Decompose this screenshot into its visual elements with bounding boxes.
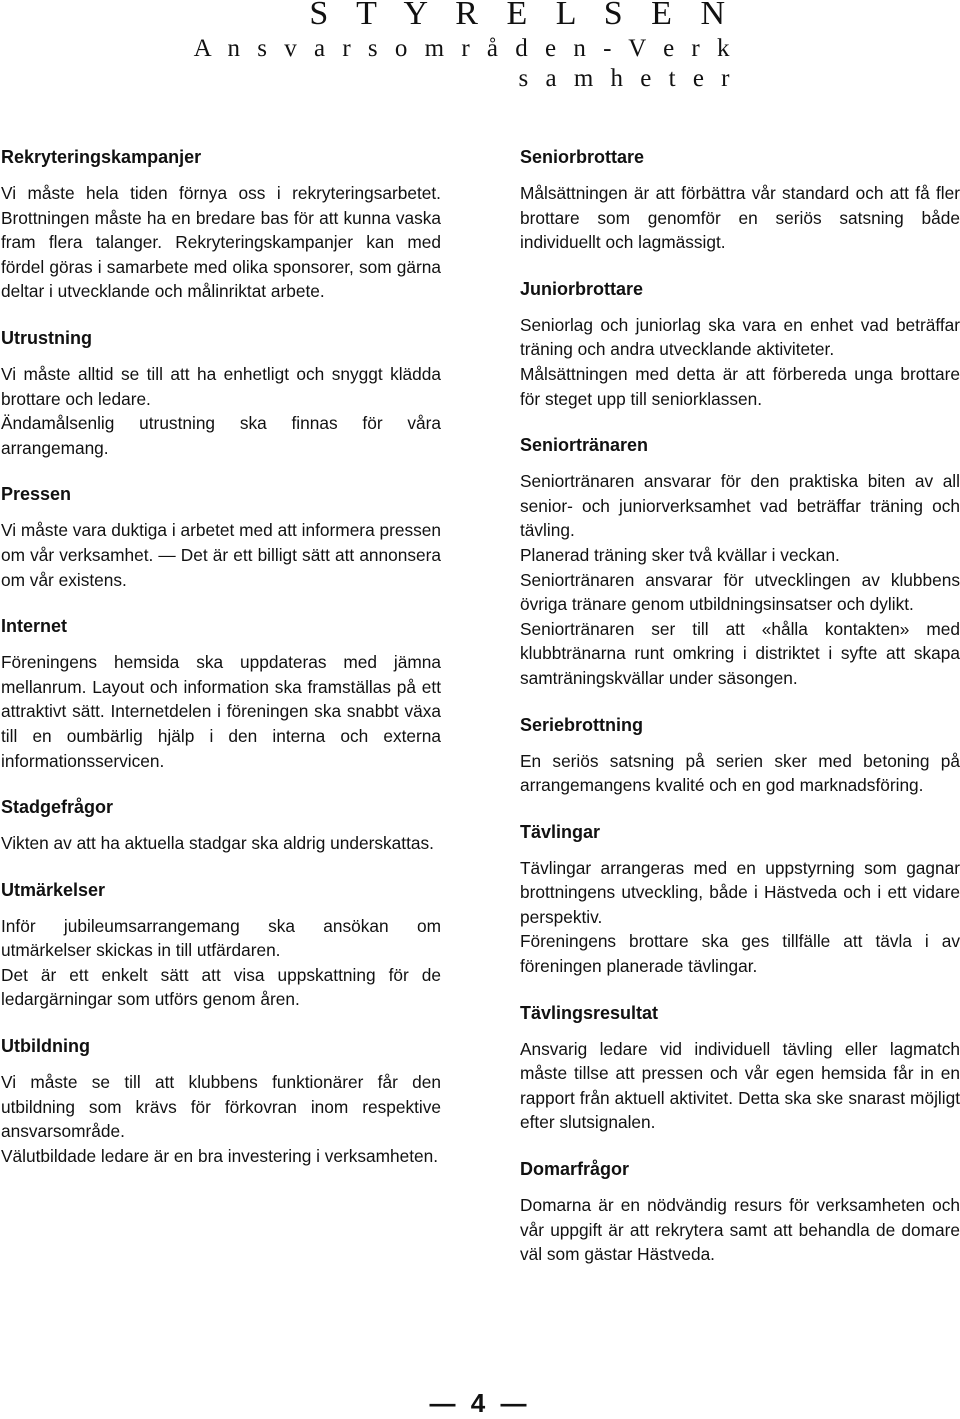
section-body xyxy=(520,1193,960,1267)
section-heading: Tävlingsresultat xyxy=(520,1002,659,1023)
section-juniorbrottare xyxy=(520,277,960,411)
section-heading: Stadgefrågor xyxy=(1,797,114,818)
paragraph: Vi måste vara duktiga i arbetet med att informera pressen om vår verksamhet. — Det är ett billigt sätt att annonsera om vår existens. xyxy=(1,520,441,590)
section-body xyxy=(520,749,960,798)
section-heading: Utmärkelser xyxy=(1,879,106,900)
paragraph: En seriös satsning på serien sker med betoning på arrangemangens kvalité och en god marknadsföring. xyxy=(520,750,960,796)
section-pressen xyxy=(1,482,441,592)
paragraph: Välutbildade ledare är en bra investering i verksamheten. xyxy=(1,1145,439,1166)
section-heading: Utbildning xyxy=(1,1036,90,1057)
paragraph: Domarna är en nödvändig resurs för verksamheten och vår uppgift är att rekrytera samt att behandla de domare väl som gästar Hästveda. xyxy=(520,1195,960,1265)
paragraph: Seniortränaren ser till att «hålla kontakten» med klubbtränarna runt omkring i distriktet i syfte att skapa samträningskvällar under säsongen. xyxy=(520,618,960,688)
section-utmarkelser xyxy=(1,878,441,1012)
section-tavlingsresultat xyxy=(520,1001,960,1135)
section-seniortranaren xyxy=(520,433,960,690)
page-title: S T Y R E L S E N xyxy=(309,0,735,32)
section-heading: Domarfrågor xyxy=(520,1159,630,1180)
paragraph: Vikten av att ha aktuella stadgar ska aldrig underskattas. xyxy=(1,833,434,854)
paragraph: Ändamålsenlig utrustning ska finnas för våra arrangemang. xyxy=(1,413,441,458)
section-seriebrottning xyxy=(520,713,960,798)
paragraph: Föreningens hemsida ska uppdateras med jämna mellanrum. Layout och information ska framställas på ett attraktivt sätt. Internetdelen i föreningen ska snabbt växa till en oumbärlig hjälp i den interna och externa informationsservicen. xyxy=(1,652,441,771)
section-stadgefragor xyxy=(1,795,441,856)
section-body xyxy=(1,181,441,304)
paragraph: Seniorlag och juniorlag ska vara en enhet vad beträffar träning och andra utvecklande aktiviteter. xyxy=(520,314,960,360)
section-heading: Tävlingar xyxy=(520,821,601,842)
paragraph: Seniortränaren ansvarar för den praktiska biten av all senior- och juniorverksamhet vad beträffar träning och tävling. xyxy=(520,471,960,541)
paragraph: Det är ett enkelt sätt att visa uppskattning för de ledargärningar som utförs genom åren. xyxy=(1,964,441,1010)
section-body xyxy=(520,1037,960,1135)
section-body xyxy=(1,914,441,1012)
section-utrustning xyxy=(1,326,441,460)
paragraph: Målsättningen med detta är att förbereda unga brottare för steget upp till seniorklassen. xyxy=(520,363,960,409)
page-number: — 4 — xyxy=(429,1388,531,1418)
paragraph: Föreningens brottare ska ges tillfälle att tävla i av föreningen planerade tävlingar. xyxy=(520,931,960,977)
section-heading: Seniortränaren xyxy=(520,435,649,456)
paragraph: Vi måste hela tiden förnya oss i rekryteringsarbetet. Brottningen måste ha en bredare bas för att kunna vaska fram flera talanger. Rekryteringskampanjer kan med fördel göras i samarbete med olika sponsorer, som gärna deltar i utvecklande och målinriktat arbete. xyxy=(1,183,441,302)
section-heading: Seniorbrottare xyxy=(520,147,645,167)
section-heading: Seriebrottning xyxy=(520,714,644,735)
section-body xyxy=(1,1070,441,1168)
section-body xyxy=(1,831,441,856)
paragraph: Ansvarig ledare vid individuell tävling eller lagmatch måste tillse att pressen och vår egen hemsida får in en rapport från aktuell aktivitet. Detta ska ske snarast möjligt efter slutsignalen. xyxy=(520,1038,960,1133)
page-subtitle: A n s v a r s o m r å d e n - V e r k s a m h e t e r xyxy=(193,35,735,92)
section-utbildning xyxy=(1,1034,441,1168)
section-body xyxy=(520,469,960,690)
section-heading: Pressen xyxy=(1,484,72,505)
section-body xyxy=(1,362,441,460)
section-internet xyxy=(1,614,441,773)
section-heading: Juniorbrottare xyxy=(520,278,644,299)
section-body xyxy=(520,181,960,255)
paragraph: Vi måste se till att klubbens funktionärer får den utbildning som krävs för förkovran inom respektive ansvarsområde. xyxy=(1,1072,441,1142)
section-body xyxy=(520,856,960,979)
section-heading: Internet xyxy=(1,616,68,637)
page-header xyxy=(175,0,735,94)
paragraph: Tävlingar arrangeras med en uppstyrning som gagnar brottningens utveckling, både i Hästveda och i ett vidare perspektiv. xyxy=(520,857,960,927)
section-domarfragor xyxy=(520,1157,960,1267)
paragraph: Seniortränaren ansvarar för utvecklingen av klubbens övriga tränare genom utbildningsinsatser och dylikt. xyxy=(520,569,960,615)
section-rekryteringskampanjer xyxy=(1,145,441,304)
section-heading: Utrustning xyxy=(1,327,92,348)
left-column xyxy=(1,145,441,1190)
section-body xyxy=(520,313,960,411)
section-heading: Rekryteringskampanjer xyxy=(1,147,202,167)
paragraph: Planerad träning sker två kvällar i veckan. xyxy=(520,544,840,565)
right-column xyxy=(520,145,960,1289)
section-body xyxy=(1,650,441,773)
section-tavlingar xyxy=(520,820,960,979)
section-body xyxy=(1,518,441,592)
paragraph: Vi måste alltid se till att ha enhetligt och snyggt klädda brottare och ledare. xyxy=(1,363,441,409)
paragraph: Målsättningen är att förbättra vår standard och att få fler brottare som genomför en seriös satsning både individuellt och lagmässigt. xyxy=(520,183,960,253)
section-seniorbrottare xyxy=(520,145,960,255)
paragraph: Inför jubileumsarrangemang ska ansökan om utmärkelser skickas in till utfärdaren. xyxy=(1,915,441,961)
